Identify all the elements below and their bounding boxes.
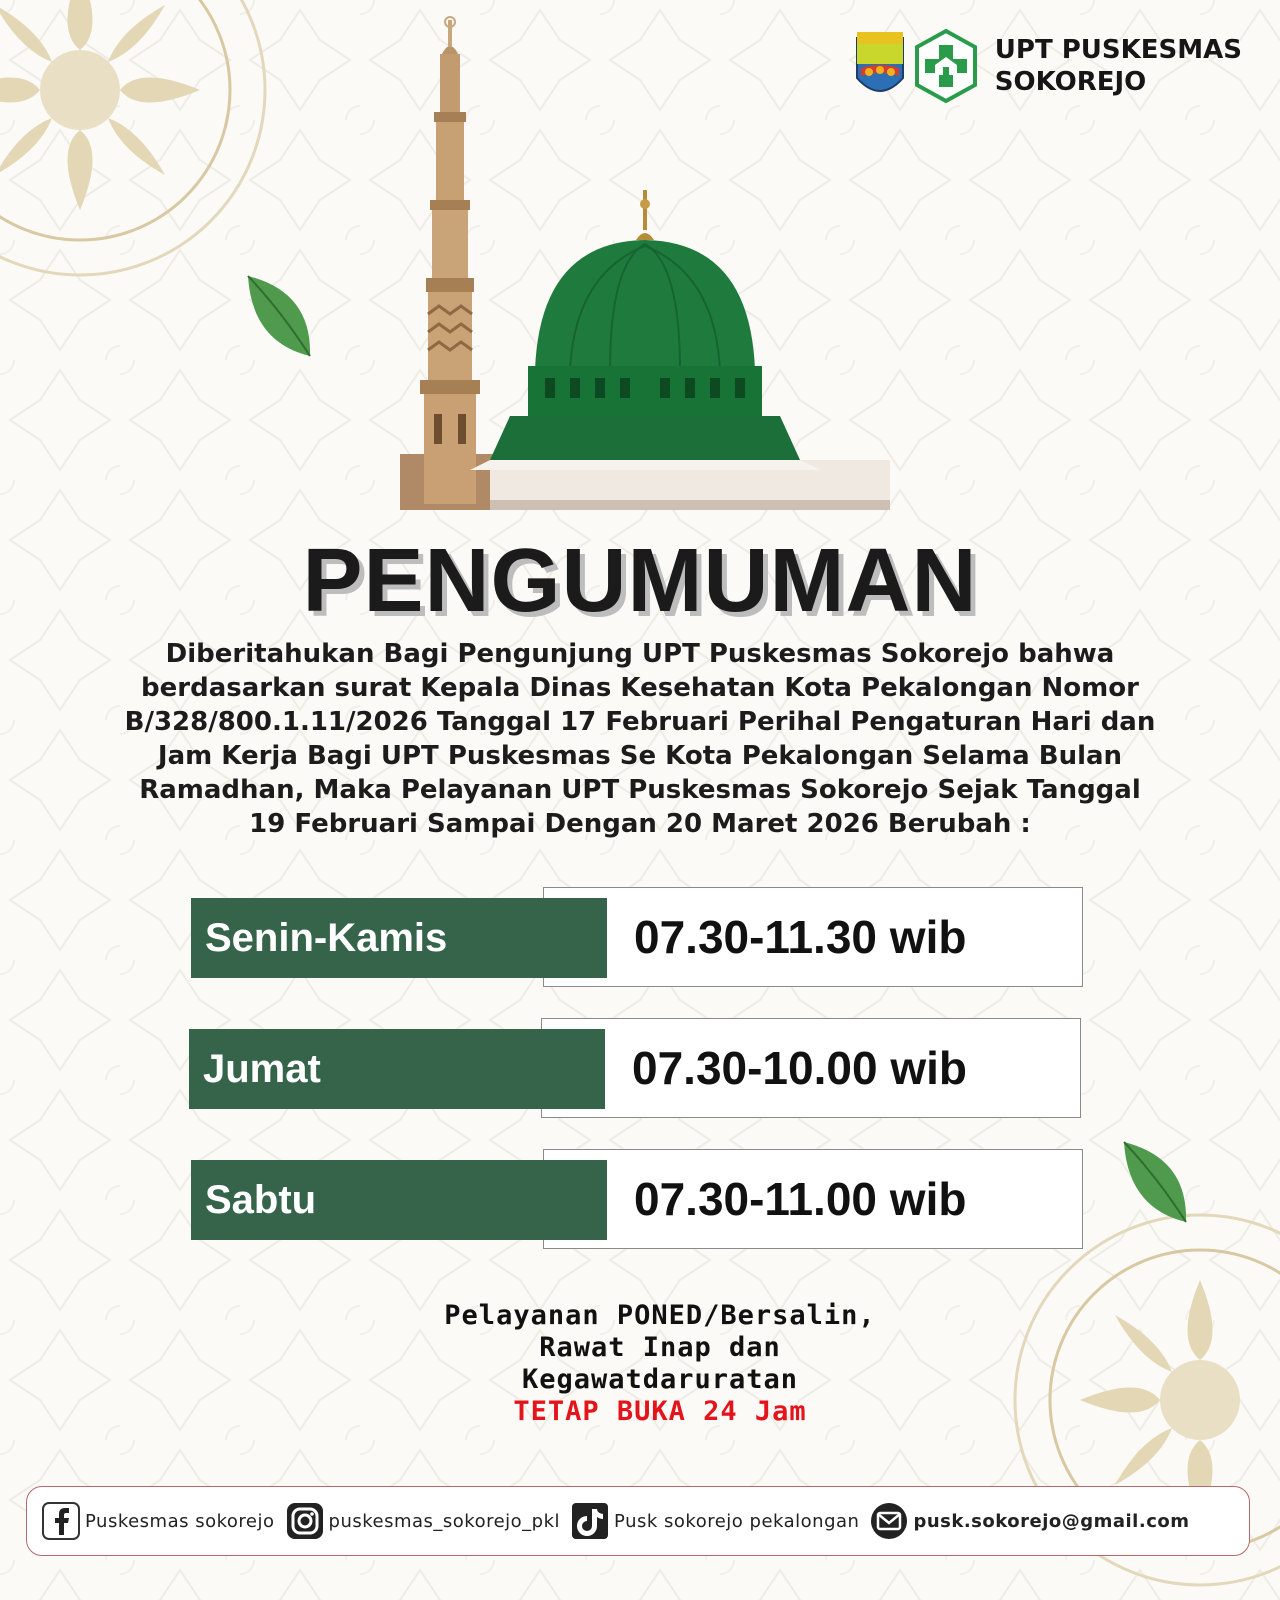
- org-name-line2: SOKOREJO: [994, 67, 1147, 97]
- facebook-link[interactable]: [41, 1501, 275, 1541]
- schedule-day: Sabtu: [191, 1160, 607, 1240]
- facebook-label: Puskesmas sokorejo: [85, 1510, 275, 1532]
- note-highlight: TETAP BUKA 24 Jam: [513, 1396, 807, 1427]
- org-name: [995, 34, 1242, 98]
- page-title: PENGUMUMAN: [302, 531, 978, 631]
- note-line: Kegawatdaruratan: [521, 1364, 799, 1395]
- instagram-label: puskesmas_sokorejo_pkl: [328, 1510, 561, 1532]
- tiktok-icon: [570, 1501, 610, 1541]
- instagram-icon: [285, 1501, 325, 1541]
- schedule-time: 07.30-10.00 wib: [541, 1018, 1081, 1118]
- announcement-line: B/328/800.1.11/2026 Tanggal 17 Februari Perihal Pengaturan Hari dan: [124, 707, 1156, 737]
- note-line: Rawat Inap dan: [539, 1332, 781, 1363]
- schedule-day: Jumat: [189, 1029, 605, 1109]
- tiktok-link[interactable]: [570, 1501, 859, 1541]
- announcement-text: [120, 637, 1160, 841]
- note-line: Pelayanan PONED/Bersalin,: [444, 1300, 876, 1331]
- schedule-time: 07.30-11.00 wib: [543, 1149, 1083, 1249]
- schedule-row-senin-kamis: [191, 887, 1091, 987]
- tiktok-label: Pusk sokorejo pekalongan: [614, 1510, 860, 1532]
- contact-footer: [26, 1486, 1250, 1556]
- email-label: pusk.sokorejo@gmail.com: [913, 1510, 1190, 1532]
- schedule-row-jumat: [189, 1018, 1089, 1118]
- announcement-line: Jam Kerja Bagi UPT Puskesmas Se Kota Pekalongan Selama Bulan: [157, 741, 1123, 771]
- announcement-line: Ramadhan, Maka Pelayanan UPT Puskesmas Sokorejo Sejak Tanggal: [139, 775, 1141, 805]
- announcement-line: berdasarkan surat Kepala Dinas Kesehatan Kota Pekalongan Nomor: [141, 673, 1139, 703]
- instagram-link[interactable]: [285, 1501, 561, 1541]
- mail-icon: [869, 1501, 909, 1541]
- header: [853, 28, 1242, 104]
- leaf-decoration-icon: [242, 272, 322, 362]
- service-note: [0, 1300, 1280, 1428]
- org-name-line1: UPT PUSKESMAS: [994, 35, 1242, 65]
- mosque-illustration: [400, 14, 890, 514]
- puskesmas-logo-icon: [913, 29, 979, 103]
- schedule-day: Senin-Kamis: [191, 898, 607, 978]
- announcement-line: 19 Februari Sampai Dengan 20 Maret 2026 Berubah :: [249, 809, 1031, 839]
- schedule-row-sabtu: [191, 1149, 1091, 1249]
- facebook-icon: [41, 1501, 81, 1541]
- leaf-decoration-icon: [1118, 1138, 1198, 1228]
- announcement-line: Diberitahukan Bagi Pengunjung UPT Puskesmas Sokorejo bahwa: [165, 639, 1115, 669]
- schedule-time: 07.30-11.30 wib: [543, 887, 1083, 987]
- email-link[interactable]: [869, 1501, 1189, 1541]
